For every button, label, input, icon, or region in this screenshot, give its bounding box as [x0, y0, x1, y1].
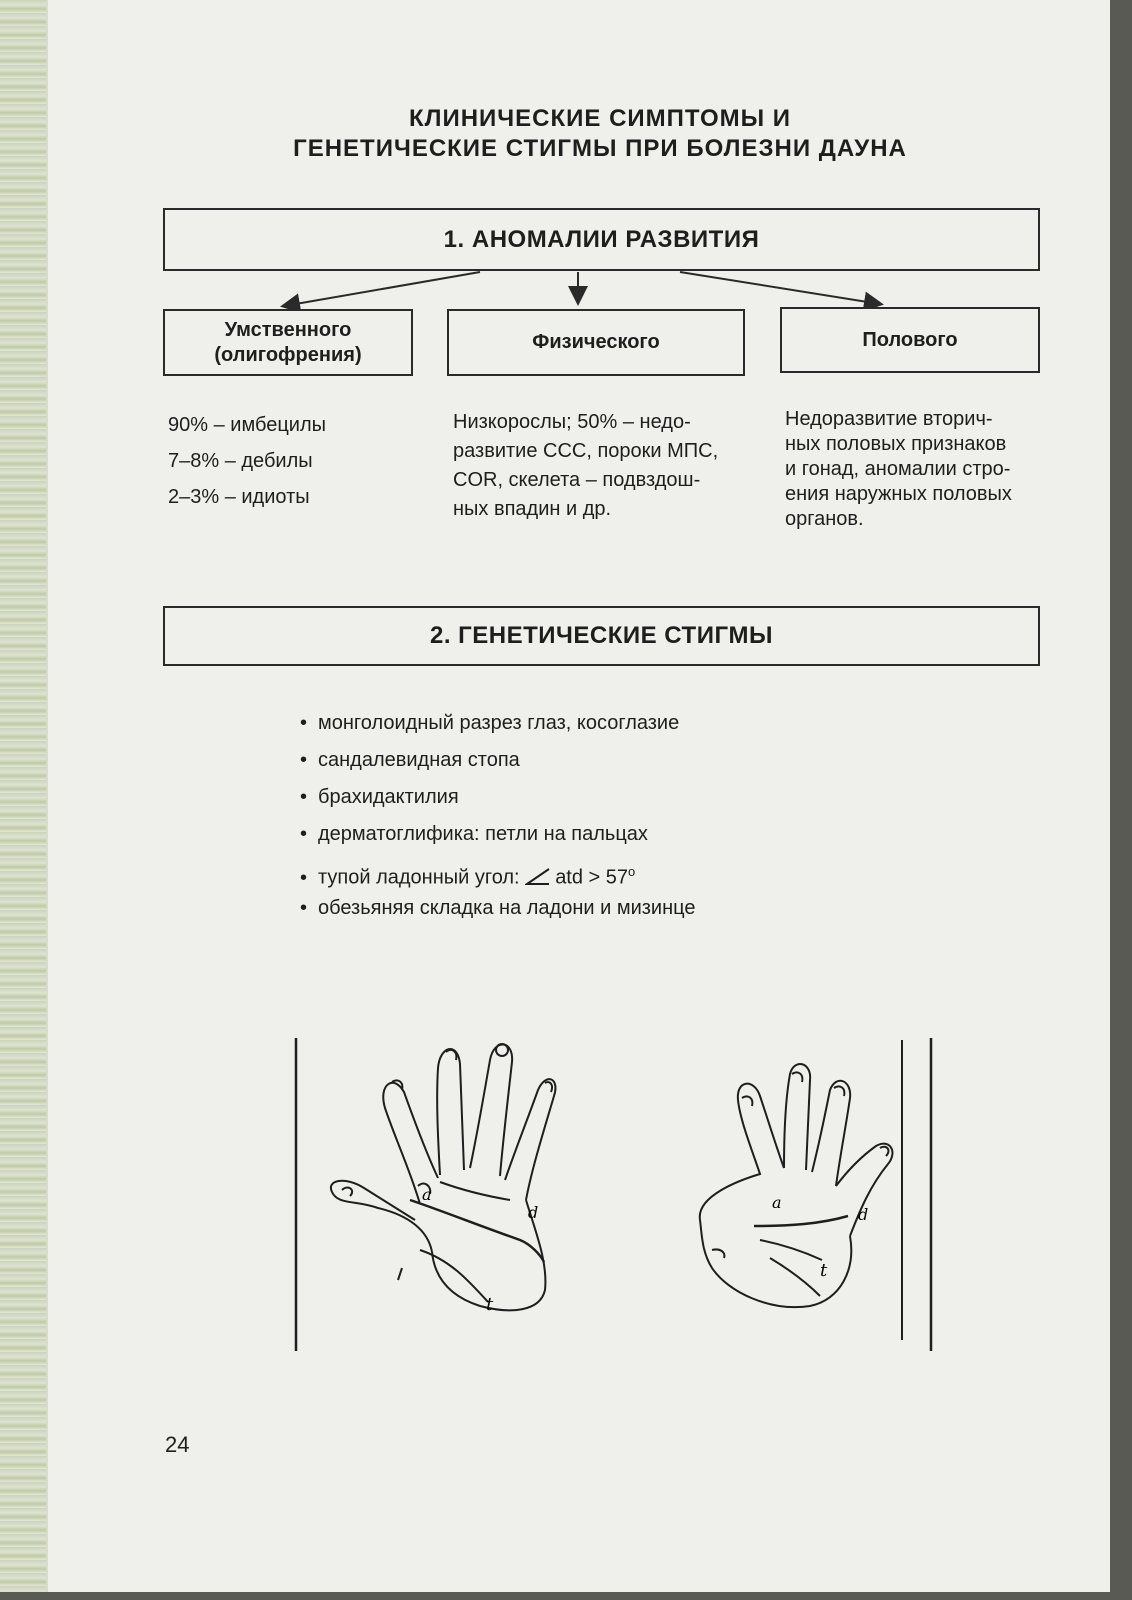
list-item-text: монголоидный разрез глаз, косоглазие — [318, 712, 680, 734]
left-palm-label-a: a — [422, 1185, 432, 1204]
title-line-2: ГЕНЕТИЧЕСКИЕ СТИГМЫ ПРИ БОЛЕЗНИ ДАУНА — [293, 135, 907, 162]
angle-icon — [525, 868, 551, 886]
list-item-text: обезьяняя складка на ладони и мизинце — [318, 897, 696, 919]
physical-line: Низкорослы; 50% – недо- — [453, 411, 691, 433]
list-item — [300, 705, 800, 742]
sexual-line: и гонад, аномалии стро- — [785, 458, 1011, 480]
stigmata-list — [300, 705, 800, 927]
sexual-line: ных половых признаков — [785, 433, 1007, 455]
list-item — [300, 853, 800, 890]
right-palm-icon — [700, 1064, 893, 1307]
palm-angle-unit: o — [628, 864, 636, 879]
mental-list — [168, 410, 418, 518]
title-line-1: КЛИНИЧЕСКИЕ СИМПТОМЫ И — [408, 105, 792, 132]
section-1-heading — [163, 208, 1040, 271]
category-sexual — [780, 307, 1040, 373]
palm-angle-value: atd > 57 — [555, 866, 629, 889]
category-mental-line-1: Умственного — [224, 318, 352, 341]
list-item-text: дерматоглифика: петли на пальцах — [318, 823, 648, 845]
sexual-line: органов. — [785, 508, 864, 530]
category-mental — [163, 309, 413, 376]
category-mental-label — [214, 318, 361, 368]
category-mental-line-2: (олигофрения) — [214, 343, 362, 366]
list-item — [300, 816, 800, 853]
category-sexual-label: Полового — [862, 328, 958, 351]
right-palm-label-t: t — [820, 1260, 828, 1281]
mental-item: 2–3% – идиоты — [168, 486, 310, 508]
section-2-heading-text: 2. ГЕНЕТИЧЕСКИЕ СТИГМЫ — [429, 622, 774, 649]
section-2-heading — [163, 606, 1040, 666]
list-item — [300, 779, 800, 816]
bullet-icon: • — [300, 897, 308, 919]
bullet-icon: • — [300, 786, 308, 808]
list-item-text: сандалевидная стопа — [318, 749, 520, 771]
physical-line: COR, скелета – подвздош- — [453, 469, 701, 491]
mental-item: 90% – имбецилы — [168, 414, 326, 436]
page-number: 24 — [165, 1432, 190, 1457]
right-palm-label-d: d — [858, 1205, 869, 1224]
list-item — [300, 890, 800, 927]
section-1-heading-text: 1. АНОМАЛИИ РАЗВИТИЯ — [443, 225, 760, 253]
list-item — [300, 742, 800, 779]
bullet-icon: • — [300, 749, 308, 771]
physical-text — [453, 408, 743, 524]
bullet-icon: • — [300, 866, 308, 889]
left-palm-label-d: d — [528, 1203, 539, 1222]
physical-line: развитие ССС, пороки МПС, — [453, 440, 719, 462]
left-palm-label-t: t — [486, 1294, 494, 1315]
bullet-icon: • — [300, 712, 308, 734]
palm-angle-prefix: тупой ладонный угол: — [318, 866, 520, 889]
mental-item: 7–8% – дебилы — [168, 450, 313, 472]
sexual-line: Недоразвитие вторич- — [785, 408, 993, 430]
list-item-text: брахидактилия — [318, 786, 459, 808]
left-palm-icon — [331, 1044, 556, 1310]
category-physical — [447, 309, 745, 376]
sexual-line: ения наружных половых — [785, 483, 1012, 505]
bullet-icon: • — [300, 823, 308, 845]
physical-line: ных впадин и др. — [453, 498, 612, 520]
right-palm-label-a: a — [772, 1193, 782, 1212]
category-physical-label: Физического — [532, 331, 660, 353]
sexual-text — [785, 407, 1040, 532]
